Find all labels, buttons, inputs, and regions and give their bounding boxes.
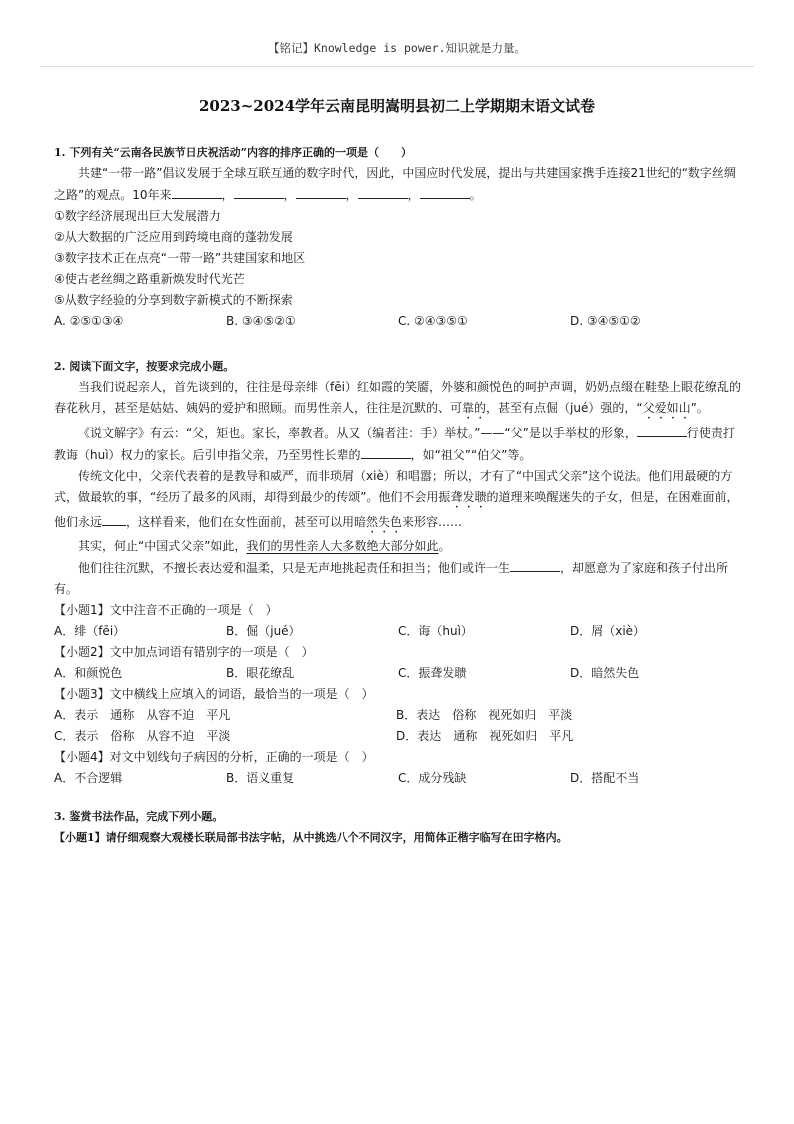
question-3-subquestion-1: 【小题1】请仔细观察大观楼长联局部书法字帖，从中挑选八个不同汉字，用简体正楷字临写在田字格内。	[54, 831, 568, 844]
answer-blank	[361, 444, 411, 459]
dotted-word: 靠的	[462, 401, 487, 415]
option-a[interactable]: A．和颜悦色	[54, 666, 123, 680]
subquestion-3-options-row-2	[54, 726, 744, 747]
subquestion-1-options	[54, 621, 744, 642]
answer-blank	[296, 184, 346, 199]
question-1-options	[54, 311, 744, 332]
answer-blank	[172, 184, 222, 199]
answer-blank	[420, 184, 470, 199]
option-d[interactable]: D．表达 通称 视死如归 平凡	[396, 729, 574, 743]
comma: ，	[283, 188, 296, 202]
option-c[interactable]: C．表示 俗称 从容不迫 平淡	[54, 729, 231, 743]
passage-text: 来形容……	[402, 515, 463, 529]
option-a[interactable]: A．表示 通称 从容不迫 平凡	[54, 708, 231, 722]
passage-text: 共建“一带一路”倡议发展于全球互联互通的数字时代，因此，中国应时代发展，提出与共建国家携手连接21世纪的“数字丝绸之路”的观点。10年来	[54, 166, 736, 202]
option-d[interactable]: D. ③④⑤①②	[570, 314, 641, 328]
list-item: ①数字经济展现出巨大发展潜力	[54, 209, 221, 223]
question-3	[54, 806, 744, 848]
question-3-heading: 3. 鉴赏书法作品，完成下列小题。	[54, 810, 224, 823]
subquestion-3: 【小题3】文中横线上应填入的词语，最恰当的一项是（ ）	[54, 687, 374, 701]
option-a[interactable]: A. ②⑤①③④	[54, 314, 124, 328]
dotted-word: 聋发聩	[450, 490, 487, 504]
passage-text: ，甚至有点倔（jué）强的，“	[486, 401, 643, 415]
passage-text: 。	[438, 539, 451, 553]
passage-text: ”。	[690, 401, 709, 415]
option-d[interactable]: D．搭配不当	[570, 771, 640, 785]
option-b[interactable]: B. ③④⑤②①	[226, 314, 296, 328]
subquestion-2-options	[54, 663, 744, 684]
list-item: ③数字技术正在点亮“一带一路”共建国家和地区	[54, 251, 306, 265]
passage-text: ，如“祖父”“伯父”等。	[410, 448, 532, 462]
passage-paragraph-5	[54, 557, 744, 600]
answer-blank	[102, 511, 126, 526]
passage-text: 当我们说起亲人，首先谈到的，往往是母亲绯（fēi）红如霞的笑靥，外婆和颜悦色的呵护声调，奶奶点缀在鞋垫上眼花缭乱的春花秋月，甚至是姑姑、姨妈的爱护和照顾。而男性亲人，往往是沉默的、可	[54, 380, 741, 415]
passage-text: 他们往往沉默，不擅长表达爱和温柔，只是无声地挑起责任和担当；他们或许一生	[78, 561, 511, 575]
passage-text: 传统文化中，父亲代表着的是教导和威严，而非琐屑（xiè）和唱嚣；所以，才有了“中国式父亲”这个说法。他们用最硬的方式，做最软的事，“经历了最多的风雨，却得到最少的传颂”。他们不会用振	[54, 469, 733, 504]
option-a[interactable]: A．不合逻辑	[54, 771, 123, 785]
option-d[interactable]: D．暗然失色	[570, 666, 640, 680]
option-b[interactable]: B．表达 俗称 视死如归 平淡	[396, 708, 573, 722]
subquestion-1: 【小题1】文中注音不正确的一项是（ ）	[54, 603, 278, 617]
option-c[interactable]: C．成分残缺	[398, 771, 467, 785]
question-1-heading: 1. 下列有关“云南各民族节日庆祝活动”内容的排序正确的一项是（ ）	[54, 146, 412, 159]
comma: ，	[221, 188, 234, 202]
option-c[interactable]: C．振聋发聩	[398, 666, 467, 680]
list-item: ⑤从数字经验的分享到数字新模式的不断探索	[54, 293, 293, 307]
option-c[interactable]: C．诲（huì）	[398, 624, 473, 638]
option-a[interactable]: A．绯（fēi）	[54, 624, 126, 638]
subquestion-4: 【小题4】对文中划线句子病因的分析，正确的一项是（ ）	[54, 750, 374, 764]
list-item: ④使古老丝绸之路重新焕发时代光芒	[54, 272, 245, 286]
passage-text: 的道理来唤醒迷失的子女，但是，在困难面前，他们永远	[54, 490, 739, 529]
passage-text: 其实，何止“中国式父亲”如此，	[78, 539, 247, 553]
comma: ，	[345, 188, 358, 202]
answer-blank	[358, 184, 408, 199]
exam-title: 2023~2024学年云南昆明嵩明县初二上学期期末语文试卷	[198, 97, 596, 115]
question-1-passage	[54, 163, 744, 206]
dotted-word: 父爱如山	[642, 401, 691, 415]
question-1	[54, 142, 744, 332]
option-c[interactable]: C. ②④③⑤①	[398, 314, 468, 328]
dotted-word: 然失色	[366, 515, 403, 529]
answer-blank	[510, 557, 560, 572]
option-d[interactable]: D．屑（xiè）	[570, 624, 646, 638]
period: 。	[469, 188, 482, 202]
header-divider	[40, 66, 754, 67]
question-2	[54, 356, 744, 789]
passage-text: ，这样看来，他们在女性面前，甚至可以用暗	[126, 515, 367, 529]
comma: ，	[407, 188, 420, 202]
answer-blank	[637, 422, 687, 437]
list-item: ②从大数据的广泛应用到跨境电商的蓬勃发展	[54, 230, 293, 244]
passage-paragraph-3	[54, 466, 744, 536]
question-2-heading: 2. 阅读下面文字，按要求完成小题。	[54, 360, 235, 373]
passage-text: 行使责打教诲（huì）权力的家长。后引申指父亲，乃至男性长辈的	[54, 426, 735, 462]
passage-paragraph-4	[54, 536, 744, 557]
option-b[interactable]: B．眼花缭乱	[226, 666, 295, 680]
option-b[interactable]: B．倔（jué）	[226, 624, 301, 638]
passage-paragraph-2	[54, 422, 744, 466]
answer-blank	[234, 184, 284, 199]
underlined-sentence: 我们的男性亲人大多数绝大部分如此	[246, 539, 439, 553]
page-header: 【铭记】Knowledge is power.知识就是力量。	[267, 41, 527, 55]
option-b[interactable]: B．语义重复	[226, 771, 295, 785]
passage-paragraph-1	[54, 377, 744, 422]
passage-text: ，却愿意为了家庭和孩子付出所有。	[54, 561, 729, 596]
passage-text: 《说文解字》有云：“父，矩也。家长，率教者。从又（编者注：手）举杖。”——“父”是以手举杖的形象，	[78, 426, 637, 440]
subquestion-4-options	[54, 768, 744, 789]
subquestion-2: 【小题2】文中加点词语有错别字的一项是（ ）	[54, 645, 314, 659]
subquestion-3-options-row-1	[54, 705, 744, 726]
